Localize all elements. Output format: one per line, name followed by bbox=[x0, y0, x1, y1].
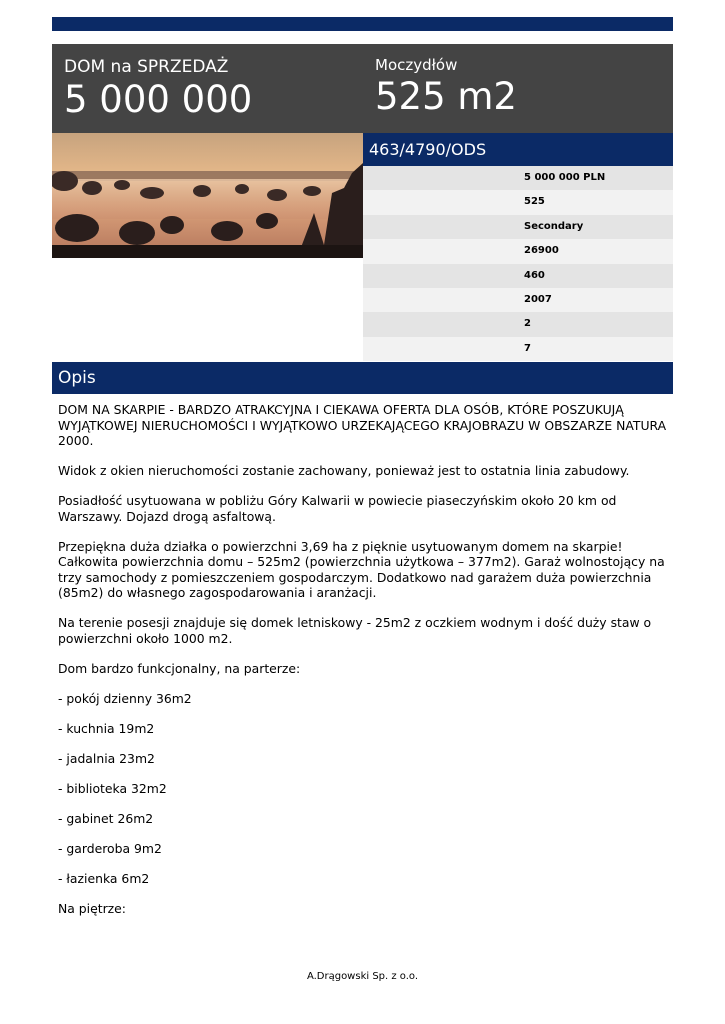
description-paragraph: DOM NA SKARPIE - BARDZO ATRAKCYJNA I CIEKAWA OFERTA DLA OSÓB, KTÓRE POSZUKUJĄ WYJĄTKOWEJ NIERUCHOMOŚCI I WYJĄTKOWO URZEKAJĄCEGO KRAJOBRAZU W OBSZARZE NATURA 2000. bbox=[58, 402, 667, 448]
fact-value-7: 2 bbox=[363, 312, 673, 336]
header-right bbox=[375, 55, 517, 119]
footer-company: A.Drągowski Sp. z o.o. bbox=[306, 971, 419, 982]
fact-plot-area: 26900 bbox=[363, 239, 673, 263]
description-paragraph: Dom bardzo funkcjonalny, na parterze: bbox=[58, 660, 301, 676]
property-type: DOM na SPRZEDAŻ bbox=[64, 57, 229, 77]
description-paragraph: Na terenie posesji znajduje się domek letniskowy - 25m2 z oczkiem wodnym i dość duży staw o powierzchni około 1000 m2. bbox=[58, 615, 652, 646]
description-paragraph: Przepiękna duża działka o powierzchni 3,69 ha z pięknie usytuowanym domem na skarpie! Całkowita powierzchnia domu – 525m2 (powierzchnia użytkowa – 377m2). Garaż wolnostojący na trzy samochody z pomieszczeniem gospodarczym. Dodatkowo nad garażem duża powierzchnia (85m2) do własnego zagospodarowania i aranżacji. bbox=[58, 538, 665, 600]
description-paragraph: Na piętrze: bbox=[58, 900, 126, 916]
description-list-item: - pokój dzienny 36m2 bbox=[58, 690, 192, 706]
header-left bbox=[64, 56, 252, 122]
description-list-item: - jadalnia 23m2 bbox=[58, 750, 155, 766]
description-list-item: - gabinet 26m2 bbox=[58, 810, 154, 826]
fact-price: 5 000 000 PLN bbox=[363, 166, 673, 190]
property-price: 5 000 000 bbox=[64, 78, 253, 121]
property-area: 525 m2 bbox=[375, 75, 517, 118]
description-list-item: - łazienka 6m2 bbox=[58, 870, 150, 886]
description-paragraph: Widok z okien nieruchomości zostanie zachowany, ponieważ jest to ostatnia linia zabudowy. bbox=[58, 463, 630, 478]
reference-number: 463/4790/ODS bbox=[363, 133, 673, 166]
listing-header bbox=[52, 44, 673, 133]
fact-year-built: 2007 bbox=[363, 288, 673, 312]
property-city: Moczydłów bbox=[375, 56, 458, 74]
fact-rooms: 7 bbox=[363, 337, 673, 361]
top-accent-bar bbox=[52, 17, 673, 31]
facts-table bbox=[363, 166, 673, 361]
description-list-item: - biblioteka 32m2 bbox=[58, 780, 167, 796]
fact-market: Secondary bbox=[363, 215, 673, 239]
description-body bbox=[58, 402, 668, 931]
description-list-item: - garderoba 9m2 bbox=[58, 840, 162, 856]
fact-value-5: 460 bbox=[363, 264, 673, 288]
description-paragraph: Posiadłość usytuowana w pobliżu Góry Kalwarii w powiecie piaseczyńskim około 20 km od Warszawy. Dojazd drogą asfaltową. bbox=[58, 493, 617, 524]
fact-area: 525 bbox=[363, 190, 673, 214]
description-list-item: - kuchnia 19m2 bbox=[58, 720, 155, 736]
property-photo bbox=[52, 133, 363, 258]
description-heading: Opis bbox=[52, 362, 673, 394]
